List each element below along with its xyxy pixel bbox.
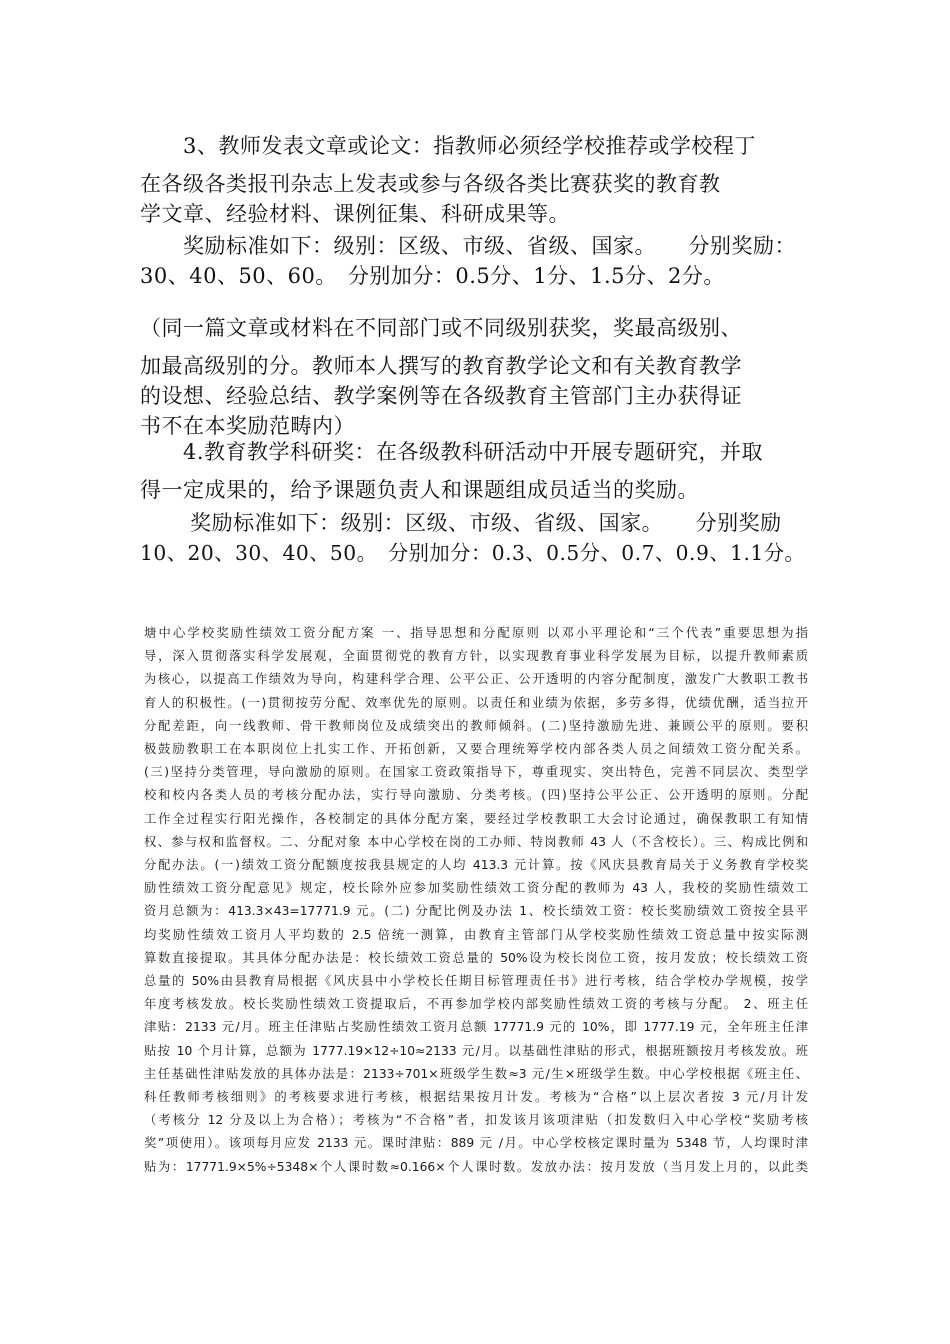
text-line: 资月总额为：413.3×43=17771.9 元。(二) 分配比例及办法 1、校长绩效工资：校长奖励绩效工资按全县平	[144, 904, 808, 919]
text-line: 奖励标准如下：级别：区级、市级、省级、国家。 分别奖励	[140, 511, 782, 535]
text-line: 10、20、30、40、50。 分别加分：0.3、0.5分、0.7、0.9、1.1分。	[140, 541, 806, 565]
paragraph-research-award	[140, 437, 812, 505]
text-line: 为核心，以提高工作绩效为导向，构建科学合理、公平公正、公开透明的内容分配制度，激发广大教职工教书	[144, 672, 808, 687]
text-line: 30、40、50、60。 分别加分：0.5分、1分、1.5分、2分。	[140, 264, 725, 288]
text-line: 励性绩效工资分配意见》规定，校长除外应参加奖励性绩效工资分配的教师为 43 人，我校的奖励性绩效工	[144, 881, 808, 896]
text-line: 4.教育教学科研奖：在各级教科研活动中开展专题研究，并取	[140, 440, 764, 464]
text-line: 津贴：2133 元/月。班主任津贴占奖励性绩效工资月总额 17771.9 元的 10%，即 1777.19 元，全年班主任津	[144, 1020, 808, 1035]
text-line: 分配办法。(一)绩效工资分配额度按我县规定的人均 413.3 元计算。按《风庆县教育局关于义务教育学校奖	[144, 858, 808, 873]
text-line: 塘中心学校奖励性绩效工资分配方案 一、指导思想和分配原则 以邓小平理论和“三个代表”重要思想为指	[144, 626, 808, 640]
performance-pay-plan-text	[144, 622, 808, 1179]
text-line: 总量的 50%由县教育局根据《风庆县中小学校长任期目标管理责任书》进行考核，结合学校办学规模，按学	[144, 974, 808, 989]
text-line: 贴按 10 个月计算，总额为 1777.19×12÷10≈2133 元/月。以基础性津贴的形式，根据班额按月考核发放。班	[144, 1043, 808, 1058]
text-line: 主任基础性津贴发放的具体办法是：2133÷701×班级学生数≈3 元/生×班级学生数。中心学校根据《班主任、	[144, 1066, 808, 1081]
text-line: （考核分 12 分及以上为合格）；考核为“不合格”者，扣发该月该项津贴（扣发数归入中心学校“奖励考核	[144, 1113, 808, 1128]
text-line: 奖”项使用）。该项每月应发 2133 元。课时津贴：889 元 /月。中心学校核定课时量为 5348 节，人均课时津	[144, 1136, 808, 1151]
paragraph-research-award-standard	[140, 508, 812, 568]
text-line: 在各级各类报刊杂志上发表或参与各级各类比赛获奖的教育教	[140, 172, 721, 196]
text-line: 贴为：17771.9×5%÷5348×个人课时数≈0.166×个人课时数。发放办法：按月发放（当月发上月的，以此类	[144, 1159, 808, 1174]
text-line: 科任教师考核细则》的考核要求进行考核，根据结果按月计发。考核为“合格”以上层次者按 3 元/月计发	[144, 1090, 808, 1105]
text-line: 书不在本奖励范畴内）	[140, 414, 355, 438]
text-line: 学文章、经验材料、课例征集、科研成果等。	[140, 202, 570, 226]
text-line: 加最高级别的分。教师本人撰写的教育教学论文和有关教育教学	[140, 354, 742, 378]
text-line: 奖励标准如下：级别：区级、市级、省级、国家。 分别奖励：	[140, 234, 796, 258]
text-line: (三)坚持分类管理，导向激励的原则。在国家工资政策指导下，尊重现实、突出特色，完善不同层次、类型学	[144, 765, 808, 780]
text-line: 分配差距，向一线教师、骨干教师岗位及成绩突出的教师倾斜。(二)坚持激励先进、兼顾公平的原则。要积	[144, 718, 808, 733]
text-line: 工作全过程实行阳光操作，各校制定的具体分配方案，要经过学校教职工大会讨论通过，确保教职工有知情	[144, 811, 808, 826]
text-line: 校和校内各类人员的考核分配办法，实行导向激励、分类考核。(四)坚持公平公正、公开透明的原则。分配	[144, 788, 808, 803]
paragraph-article-award-standard	[140, 231, 812, 291]
paragraph-article-award-note	[140, 313, 812, 441]
text-line: 年度考核发放。校长奖励性绩效工资提取后，不再参加学校内部奖励性绩效工资的考核与分配。 2、班主任	[144, 997, 808, 1012]
paragraph-article-award	[140, 131, 812, 229]
text-line: （同一篇文章或材料在不同部门或不同级别获奖，奖最高级别、	[140, 316, 742, 340]
text-line: 3、教师发表文章或论文：指教师必须经学校推荐或学校程丁	[140, 134, 756, 158]
text-line: 权、参与权和监督权。二、分配对象 本中心学校在岗的工办师、特岗教师 43 人（不含校长）。三、构成比例和	[144, 834, 808, 849]
text-line: 导，深入贯彻落实科学发展观，全面贯彻党的教育方针，以实现教育事业科学发展为目标，以提升教师素质	[144, 649, 808, 664]
text-line: 得一定成果的，给予课题负责人和课题组成员适当的奖励。	[140, 478, 699, 502]
text-line: 均奖励性绩效工资月人平均数的 2.5 倍统一测算，由教育主管部门从学校奖励性绩效工资总量中按实际测	[144, 927, 808, 942]
text-line: 的设想、经验总结、教学案例等在各级教育主管部门主办获得证	[140, 384, 742, 408]
text-line: 育人的积极性。(一)贯彻按劳分配、效率优先的原则。以责任和业绩为依据，多劳多得，优绩优酬，适当拉开	[144, 695, 808, 710]
text-line: 极鼓励教职工在本职岗位上扎实工作、开拓创新，又要合理统筹学校内部各类人员之间绩效工资分配关系。	[144, 742, 808, 757]
text-line: 算数直接提取。其具体分配办法是：校长绩效工资总量的 50%设为校长岗位工资，按月发放；校长绩效工资	[144, 950, 808, 965]
